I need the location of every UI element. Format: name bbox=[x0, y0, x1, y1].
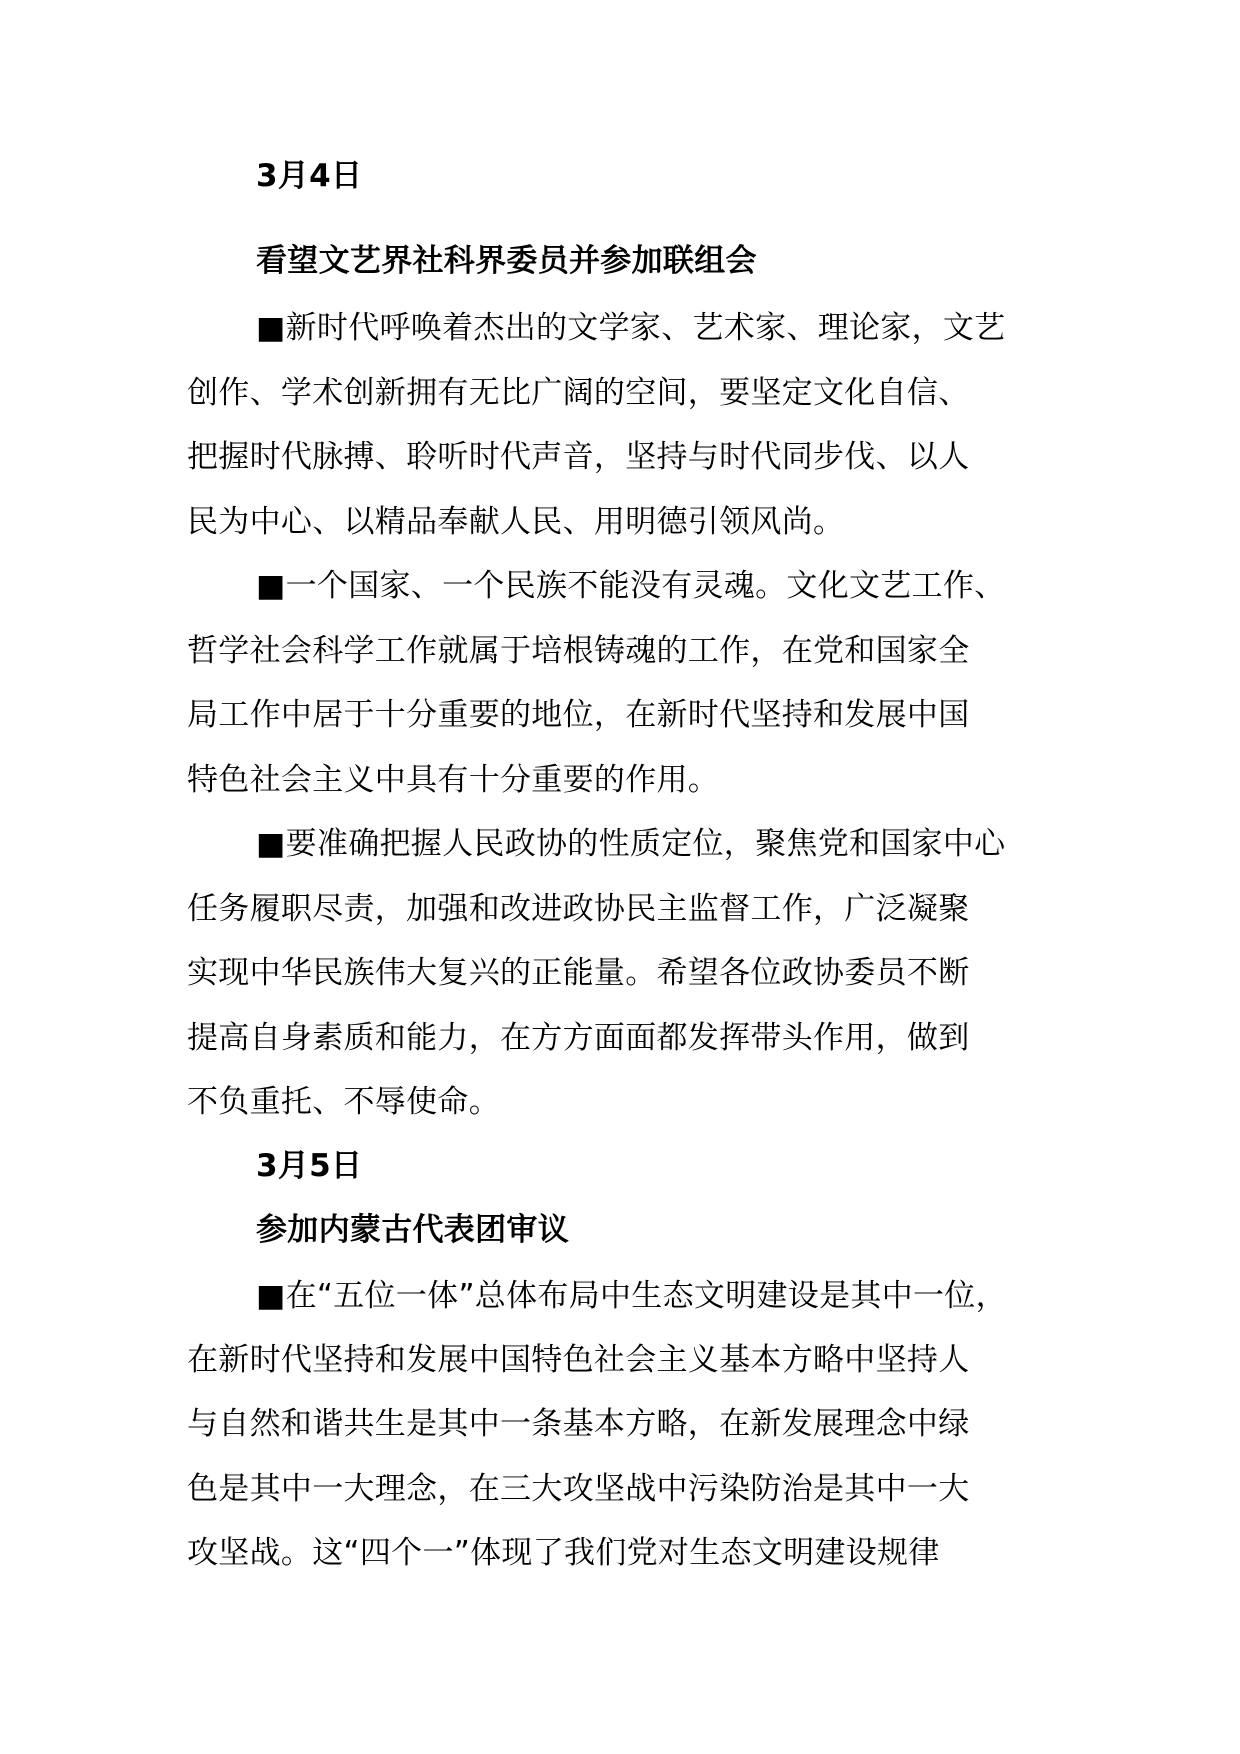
section-title: 看望文艺界社科界委员并参加联组会 bbox=[256, 243, 757, 279]
paragraph-line: ■要准确把握人民政协的性质定位，聚焦党和国家中心 bbox=[256, 826, 1006, 862]
paragraph-line: 色是其中一大理念，在三大攻坚战中污染防治是其中一大 bbox=[187, 1471, 970, 1507]
paragraph-line: 不负重托、不辱使命。 bbox=[187, 1084, 500, 1120]
paragraph-line: 特色社会主义中具有十分重要的作用。 bbox=[187, 762, 720, 798]
paragraph-line: 攻坚战。这“四个一”体现了我们党对生态文明建设规律 bbox=[187, 1535, 940, 1571]
paragraph-line: 把握时代脉搏、聆听时代声音，坚持与时代同步伐、以人 bbox=[187, 439, 970, 475]
paragraph-line: ■在“五位一体”总体布局中生态文明建设是其中一位， bbox=[256, 1278, 1007, 1314]
section-title: 参加内蒙古代表团审议 bbox=[256, 1212, 569, 1248]
paragraph-line: ■新时代呼唤着杰出的文学家、艺术家、理论家，文艺 bbox=[256, 310, 1006, 346]
paragraph-line: ■一个国家、一个民族不能没有灵魂。文化文艺工作、 bbox=[256, 568, 1006, 604]
paragraph-line: 任务履职尽责，加强和改进政协民主监督工作，广泛凝聚 bbox=[187, 891, 970, 927]
paragraph-line: 创作、学术创新拥有无比广阔的空间，要坚定文化自信、 bbox=[187, 375, 970, 411]
section-date: 3月4日 bbox=[256, 158, 363, 194]
paragraph-line: 与自然和谐共生是其中一条基本方略，在新发展理念中绿 bbox=[187, 1406, 970, 1442]
section-date: 3月5日 bbox=[256, 1148, 363, 1184]
paragraph-line: 民为中心、以精品奉献人民、用明德引领风尚。 bbox=[187, 504, 845, 540]
paragraph-line: 实现中华民族伟大复兴的正能量。希望各位政协委员不断 bbox=[187, 955, 970, 991]
paragraph-line: 哲学社会科学工作就属于培根铸魂的工作，在党和国家全 bbox=[187, 633, 970, 669]
paragraph-line: 局工作中居于十分重要的地位，在新时代坚持和发展中国 bbox=[187, 697, 970, 733]
paragraph-line: 提高自身素质和能力，在方方面面都发挥带头作用，做到 bbox=[187, 1020, 970, 1056]
paragraph-line: 在新时代坚持和发展中国特色社会主义基本方略中坚持人 bbox=[187, 1342, 970, 1378]
